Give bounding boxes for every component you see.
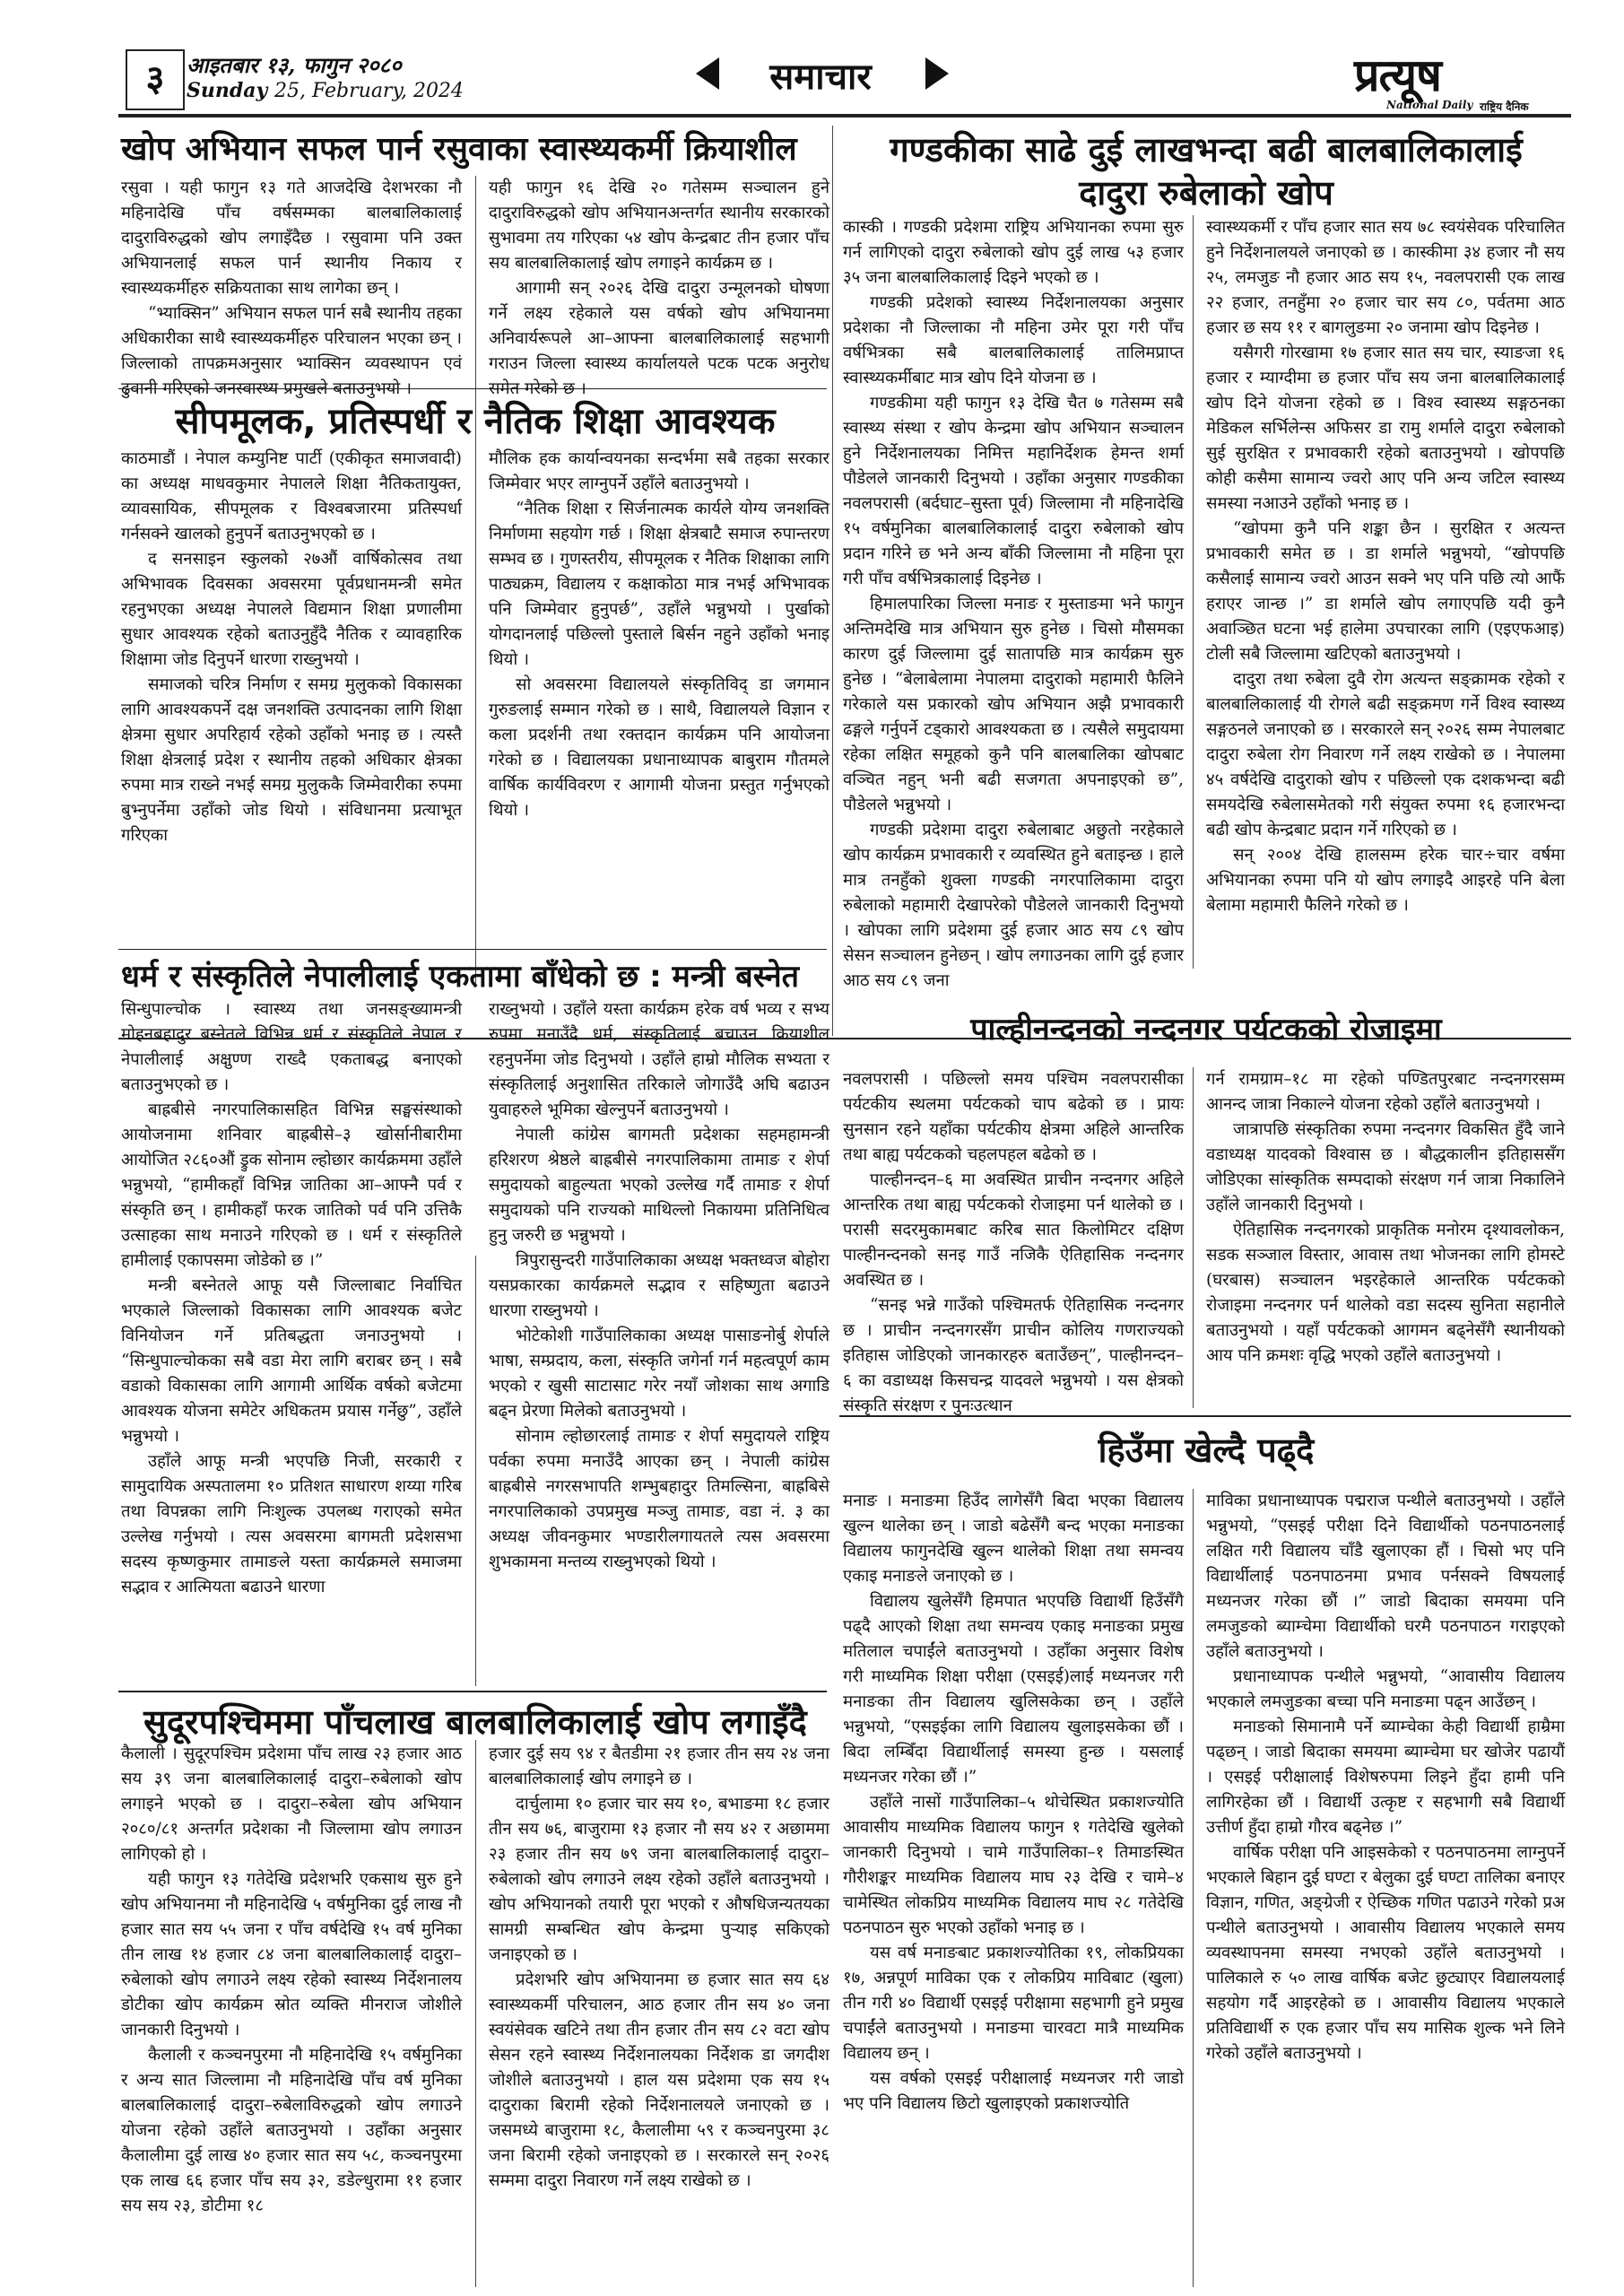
- paragraph: माविका प्रधानाध्यापक पद्मराज पन्थीले बताउनुभयो । उहाँले भन्नुभयो, “एसइई परीक्षा दिने विद्यार्थीको पठनपाठनलाई लक्षित गरी विद्यालय चाँडै खुलाएका हौं । चिसो भए पनि विद्यार्थीलाई पठनपाठनमा प्रभाव पर्नसक्ने विषयलाई मध्यनजर गरेका छौं ।” जाडो बिदाका समयमा पनि लमजुङको ब्याम्चेमा विद्यार्थीको घरमै पठनपाठन गराइएको उहाँले बताउनुभयो ।: [1206, 1492, 1565, 1661]
- divider: [475, 384, 476, 985]
- paragraph: पाल्हीनन्दन–६ मा अवस्थित प्राचीन नन्दनगर अहिले आन्तरिक तथा बाह्य पर्यटकको रोजाइमा पर्न थालेको छ । परासी सदरमुकामबाट करिब सात किलोमिटर दक्षिण पाल्हीनन्दनको सनइ गाउँ नजिकै ऐतिहासिक नन्दनगर अवस्थित छ ।: [843, 1170, 1184, 1290]
- paragraph: “भ्याक्सिन” अभियान सफल पार्न सबै स्थानीय तहका अधिकारीका साथै स्वास्थ्यकर्मीहरु परिचालन भएका छन् । जिल्लाको तापक्रमअनुसार भ्याक्सिन व्यवस्थापन एवं ढुवानी गरिएको जनस्वास्थ्य प्रमुखले बताउनुभयो ।: [121, 304, 462, 398]
- article-gandaki-col1: [843, 215, 1184, 990]
- paragraph: नवलपरासी । पछिल्लो समय पश्चिम नवलपरासीका पर्यटकीय स्थलमा पर्यटकको चाप बढेको छ । प्रायः सुनसान रहने यहाँका पर्यटकीय क्षेत्रमा अहिले आन्तरिक तथा बाह्य पर्यटकको चहलपहल बढेको छ ।: [843, 1070, 1184, 1164]
- paragraph: रसुवा । यही फागुन १३ गते आजदेखि देशभरका नौ महिनादेखि पाँच वर्षसम्मका बालबालिकालाई दादुराविरुद्धको खोप लगाइँदैछ । रसुवामा पनि उक्त अभियानलाई सफल पार्न स्थानीय निकाय र स्वास्थ्यकर्मीहरु सक्रियताका साथ लागेका छन् ।: [121, 178, 462, 298]
- paragraph: गण्डकीमा यही फागुन १३ देखि चैत ७ गतेसम्म सबै स्वास्थ्य संस्था र खोप केन्द्रमा खोप अभियान सञ्चालन हुने निर्देशनालयका निमित्त महानिर्देशक हेमन्त शर्मा पौडेलले जानकारी दिनुभयो । उहाँका अनुसार गण्डकीका नवलपरासी (बर्दघाट–सुस्ता पूर्व) जिल्लामा नौ महिनादेखि १५ वर्षमुनिका बालबालिकालाई दादुरा रुबेलाको खोप प्रदान गरिने छ भने अन्य बाँकी जिल्लामा नौ महिना पूरा गरी पाँच वर्षभित्रकालाई दिइनेछ ।: [843, 394, 1184, 588]
- logo-subtitle-np: राष्ट्रिय दैनिक: [1480, 100, 1529, 113]
- paragraph: विद्यालय खुलेसँगै हिमपात भएपछि विद्यार्थी हिउँसँगै पढ्दै आएको शिक्षा तथा समन्वय एकाइ मनाङका प्रमुख मतिलाल चपाईंले बताउनुभयो । उहाँका अनुसार विशेष गरी माध्यमिक शिक्षा परीक्षा (एसइई)लाई मध्यनजर गरी मनाङका तीन विद्यालय खुलिसकेका छन् । उहाँले भन्नुभयो, “एसइईका लागि विद्यालय खुलाइसकेका छौं । बिदा लम्बिँदा विद्यार्थीलाई समस्या हुन्छ । यसलाई मध्यनजर गरेका छौं ।”: [843, 1592, 1184, 1787]
- newspaper-logo: [1345, 43, 1560, 113]
- paragraph: गण्डकी प्रदेशमा दादुरा रुबेलाबाट अछुतो नरहेकाले खोप कार्यक्रम प्रभावकारी र व्यवस्थित हुने बताइन्छ । हाले मात्र तनहुँको शुक्ला गण्डकी नगरपालिकामा दादुरा रुबेलाको महामारी देखापरेको पौडेलले जानकारी दिनुभयो । खोपका लागि प्रदेशमा दुई हजार आठ सय ८९ खोप सेसन सञ्चालन हुनेछन् । खोप लगाउनका लागि दुई हजार आठ सय ८९ जना: [843, 821, 1184, 990]
- paragraph: यही फागुन १६ देखि २० गतेसम्म सञ्चालन हुने दादुराविरुद्धको खोप अभियानअन्तर्गत स्थानीय सरकारको सुभावमा तय गरिएका ५४ खोप केन्द्रबाट तीन हजार पाँच सय बालबालिकालाई खोप लगाइने कार्यक्रम छ ।: [489, 178, 829, 273]
- paragraph: आगामी सन् २०२६ देखि दादुरा उन्मूलनको घोषणा गर्ने लक्ष्य रहेकाले यस वर्षको खोप अभियानमा अनिवार्यरूपले आ–आफ्ना बालबालिकालाई सहभागी गराउन जिल्ला स्वास्थ्य कार्यालयले पटक पटक अनुरोध समेत गरेको छ ।: [489, 279, 829, 398]
- logo-text: प्रत्यूष: [1354, 49, 1441, 101]
- paragraph: प्रदेशभरि खोप अभियानमा छ हजार सात सय ६४ स्वास्थ्यकर्मी परिचालन, आठ हजार तीन सय ४० जना स्वयंसेवक खटिने तथा तीन हजार तीन सय ८२ वटा खोप सेसन रहने स्वास्थ्य निर्देशनालयका निर्देशक डा जगदीश जोशीले बताउनुभयो । हाल यस प्रदेशमा एक सय १५ दादुराका बिरामी रहेको निर्देशनालयले जनाएको छ । जसमध्ये बाजुरामा १८, कैलालीमा ५९ र कञ्चनपुरमा ३८ जना बिरामी रहेको जनाइएको छ । सरकारले सन् २०२६ सम्ममा दादुरा निवारण गर्ने लक्ष्य राखेको छ ।: [489, 1970, 829, 2190]
- masthead-rule: [118, 114, 1571, 117]
- paragraph: कैलाली । सुदूरपश्चिम प्रदेशमा पाँच लाख २३ हजार आठ सय ३९ जना बालबालिकालाई दादुरा–रुबेलाको खोप लगाइने भएको छ । दादुरा–रुबेला खोप अभियान २०८०/८१ अन्तर्गत प्रदेशका नौ जिल्लामा खोप लगाउन लागिएको हो ।: [121, 1744, 462, 1864]
- headline-manang: हिउँमा खेल्दै पढ्दै: [1098, 1431, 1315, 1470]
- divider: [1193, 215, 1194, 969]
- headline-nandanagar: पाल्हीनन्दनको नन्दनगर पर्यटकको रोजाइमा: [970, 1012, 1442, 1048]
- paragraph: द सनसाइन स्कुलको २७औं वार्षिकोत्सव तथा अभिभावक दिवसका अवसरमा पूर्वप्रधानमन्त्री समेत रहनुभएका अध्यक्ष नेपालले विद्यमान शिक्षा प्रणालीमा सुधार आवश्यक रहेको बताउनुहुँदै नैतिक र व्यावहारिक शिक्षामा जोड दिनुपर्ने धारणा राख्नुभयो ।: [121, 550, 462, 669]
- section-title: समाचार: [769, 56, 872, 98]
- date-english-rest: 25, February, 2024: [274, 80, 464, 102]
- article-sudurpashchim-col1: [121, 1742, 462, 2289]
- article-rasuwa-col2: [489, 176, 829, 398]
- paragraph: “खोपमा कुनै पनि शङ्का छैन । सुरक्षित र अत्यन्त प्रभावकारी समेत छ । डा शर्माले भन्नुभयो, “खोपपछि कसैलाई सामान्य ज्वरो आउन सक्ने भए पनि पछि त्यो आफैं हराएर जान्छ ।” डा शर्माले खोप लगाएपछि यदी कुनै अवाञ्छित घटना भई हालेमा उपचारका लागि (एइएफआइ) टोली सबै जिल्लामा खटिएको बताउनुभयो ।: [1206, 519, 1565, 664]
- paragraph: मनाङ । मनाङमा हिउँद लागेसँगै बिदा भएका विद्यालय खुल्न थालेका छन् । जाडो बढेसँगै बन्द भएका मनाङका विद्यालय फागुनदेखि खुल्न थालेको शिक्षा तथा समन्वय एकाइ मनाङले जनाएको छ ।: [843, 1492, 1184, 1586]
- article-manang-col2: [1206, 1489, 1565, 2287]
- paragraph: यस वर्षको एसइई परीक्षालाई मध्यनजर गरी जाडो भए पनि विद्यालय छिटो खुलाइएको प्रकाशज्योति: [843, 2069, 1184, 2113]
- paragraph: त्रिपुरासुन्दरी गाउँपालिकाका अध्यक्ष भक्तध्वज बोहोरा यसप्रकारका कार्यक्रमले सद्भाव र सहिष्णुता बढाउने धारणा राख्नुभयो ।: [489, 1251, 829, 1320]
- article-nandanagar-col1: [843, 1067, 1184, 1413]
- paragraph: सिन्धुपाल्चोक । स्वास्थ्य तथा जनसङ्ख्यामन्त्री मोहनबहादुर बस्नेतले विभिन्न धर्म र संस्कृतिले नेपाल र नेपालीलाई अक्षुण्ण राख्दै एकताबद्ध बनाएको बताउनुभएको छ ।: [121, 1000, 462, 1094]
- article-sudurpashchim-col2: [489, 1742, 829, 2289]
- paragraph: समाजको चरित्र निर्माण र समग्र मुलुकको विकासका लागि आवश्यकपर्ने दक्ष जनशक्ति उत्पादनका लागि शिक्षा क्षेत्रमा सुधार अपरिहार्य रहेको उहाँको भनाइ छ । त्यस्तै शिक्षा क्षेत्रलाई प्रदेश र स्थानीय तहको अधिकार क्षेत्रका रुपमा मात्र राख्ने नभई समग्र मुलुककै जिम्मेवारीका रुपमा बुभ्नुपर्नेमा उहाँको जोड थियो । संविधानमा प्रत्याभूत गरिएका: [121, 675, 462, 845]
- paragraph: प्रधानाध्यापक पन्थीले भन्नुभयो, “आवासीय विद्यालय भएकाले लमजुङका बच्चा पनि मनाङमा पढ्न आउँछन् ।: [1206, 1667, 1565, 1711]
- paragraph: “सनइ भन्ने गाउँको पश्चिमतर्फ ऐतिहासिक नन्दनगर छ । प्राचीन नन्दनगरसँग प्राचीन कोलिय गणराज्यको इतिहास जोडिएको जानकारहरु बताउँछन्”, पाल्हीनन्दन–६ का वडाध्यक्ष किसचन्द्र यादवले भन्नुभयो । यस क्षेत्रको संस्कृति संरक्षण र पुनःउत्थान: [843, 1296, 1184, 1415]
- paragraph: दादुरा तथा रुबेला दुवै रोग अत्यन्त सङ्क्रामक रहेको र बालबालिकालाई यी रोगले बढी सङ्क्रमण गर्ने विश्व स्वास्थ्य सङ्गठनले जनाएको छ । सरकारले सन् २०२६ सम्म नेपालबाट दादुरा रुबेला रोग निवारण गर्ने लक्ष्य राखेको छ । नेपालमा ४५ वर्षदेखि दादुराको खोप र पछिल्लो एक दशकभन्दा बढी समयदेखि रुबेलासमेतको गरी संयुक्त रुपमा १६ हजारभन्दा बढी खोप केन्द्रबाट प्रदान गर्ने गरिएको छ ।: [1206, 670, 1565, 839]
- logo-subtitle-en: National Daily: [1386, 99, 1473, 111]
- article-education-col2: [489, 447, 829, 949]
- divider: [475, 176, 476, 387]
- paragraph: गण्डकी प्रदेशको स्वास्थ्य निर्देशनालयका अनुसार प्रदेशका नौ जिल्लाका नौ महिना उमेर पूरा गरी पाँच वर्षभित्रका सबै बालबालिकालाई तालिमप्राप्त स्वास्थ्यकर्मीबाट मात्र खोप दिने योजना छ ।: [843, 293, 1184, 387]
- divider: [475, 1740, 476, 2287]
- divider: [1193, 1489, 1194, 2287]
- headline-gandaki-line2: दादुरा रुबेलाको खोप: [1079, 173, 1333, 213]
- headline-sudurpashchim: सुदूरपश्चिममा पाँचलाख बालबालिकालाई खोप लगाइँदै: [143, 1702, 807, 1742]
- headline-basnet: धर्म र संस्कृतिले नेपालीलाई एकतामा बाँधेको छ : मन्त्री बस्नेत: [121, 959, 799, 995]
- article-basnet-col1: [121, 997, 462, 1688]
- date-english: [187, 79, 464, 102]
- paragraph: मनाङको सिमानामै पर्ने ब्याम्चेका केही विद्यार्थी हाम्रैमा पढ्छन् । जाडो बिदाका समयमा ब्याम्चेमा घर खोजेर पढायौं । एसइई परीक्षालाई विशेषरुपमा लिइने हुँदा हामी पनि लागिरहेका छौं । विद्यार्थी उत्कृष्ट र सहभागी सबै विद्यार्थी उत्तीर्ण हुँदा हाम्रो गौरव बढ्नेछ ।”: [1206, 1718, 1565, 1837]
- paragraph: यही फागुन १३ गतेदेखि प्रदेशभरि एकसाथ सुरु हुने खोप अभियानमा नौ महिनादेखि ५ वर्षमुनिका दुई लाख नौ हजार सात सय ५५ जना र पाँच वर्षदेखि १५ वर्ष मुनिका तीन लाख १४ हजार ८४ जना बालबालिकालाई दादुरा–रुबेलाको खोप लगाउने लक्ष्य रहेको स्वास्थ्य निर्देशनालय डोटीका खोप कार्यक्रम स्रोत व्यक्ति मीनराज जोशीले जानकारी दिनुभयो ।: [121, 1870, 462, 2039]
- page-number: ३: [126, 49, 185, 110]
- paragraph: सन् २००४ देखि हालसम्म हरेक चार÷चार वर्षमा अभियानका रुपमा पनि यो खोप लगाइदै आइरहे पनि बेला बेलामा महामारी फैलिने गरेको छ ।: [1206, 846, 1565, 915]
- divider: [475, 1256, 476, 1686]
- article-rasuwa-col1: [121, 176, 462, 398]
- paragraph: बाह्रबीसे नगरपालिकासहित विभिन्न सङ्घसंस्थाको आयोजनामा शनिवार बाह्रबीसे–३ खोर्सानीबारीमा आयोजित २८६०औं ड्रुक सोनाम ल्होछार कार्यक्रममा उहाँले भन्नुभयो, “हामीकहाँ विभिन्न जातिका आ–आफ्नै पर्व र संस्कृति छन् । हामीकहाँ फरक जातिको पर्व पनि उत्तिकै उत्साहका साथ मनाउने गरिएको छ । धर्म र संस्कृतिले हामीलाई एकापसमा जोडेको छ ।”: [121, 1100, 462, 1270]
- paragraph: हिमालपारिका जिल्ला मनाङ र मुस्ताङमा भने फागुन अन्तिमदेखि मात्र अभियान सुरु हुनेछ । चिसो मौसमका कारण दुई जिल्लामा दुई सातापछि मात्र कार्यक्रम सुरु हुनेछ । “बेलाबेलामा नेपालमा दादुराको महामारी फैलिने गरेकाले यस प्रकारको खोप अभियान अझै प्रभावकारी ढङ्गले गर्नुपर्ने टड्कारो आवश्यकता छ । त्यसैले समुदायमा रहेका लक्षित समूहको कुनै पनि बालबालिका खोपबाट वञ्चित नहुन् भनी बढी सजगता अपनाइएको छ”, पौडेलले भन्नुभयो ।: [843, 595, 1184, 814]
- paragraph: नेपाली कांग्रेस बागमती प्रदेशका सहमहामन्त्री हरिशरण श्रेष्ठले बाह्रबीसे नगरपालिकामा तामाङ र शेर्पा समुदायको बाहुल्यता भएको उल्लेख गर्दै तामाङ र शेर्पा समुदायको पनि राज्यको माथिल्लो निकायमा प्रतिनिधित्व हुनु जरुरी छ भन्नुभयो ।: [489, 1126, 829, 1245]
- divider: [118, 1691, 827, 1692]
- article-gandaki-col2: [1206, 215, 1565, 969]
- paragraph: कैलाली र कञ्चनपुरमा नौ महिनादेखि १५ वर्षमुनिका र अन्य सात जिल्लामा नौ महिनादेखि पाँच वर्ष मुनिका बालबालिकालाई दादुरा–रुबेलाविरुद्धको खोप लगाउने योजना रहेको उहाँले बताउनुभयो । उहाँका अनुसार कैलालीमा दुई लाख ४० हजार सात सय ५८, कञ्चनपुरमा एक लाख ६६ हजार पाँच सय ३२, डडेल्धुरामा ११ हजार सय सय २३, डोटीमा १८: [121, 2046, 462, 2215]
- headline-gandaki-line1: गण्डकीका साढे दुई लाखभन्दा बढी बालबालिकालाई: [890, 130, 1523, 170]
- article-basnet-col2: [489, 997, 829, 1688]
- paragraph: उहाँले आफू मन्त्री भएपछि निजी, सरकारी र सामुदायिक अस्पतालमा १० प्रतिशत साधारण शय्या गरिब तथा विपन्नका लागि निःशुल्क उपलब्ध गराएको समेत उल्लेख गर्नुभयो । त्यस अवसरमा बागमती प्रदेशसभा सदस्य कृष्णकुमार तामाङले यस्ता कार्यक्रमले समाजमा सद्भाव र आत्मियता बढाउने धारणा: [121, 1452, 462, 1596]
- divider: [1193, 1067, 1194, 1408]
- paragraph: सोनाम ल्होछारलाई तामाङ र शेर्पा समुदायले राष्ट्रिय पर्वका रुपमा मनाउँदै आएका छन् । नेपाली कांग्रेस बाह्रबीसे नगरसभापति शम्भुबहादुर तिमल्सिना, बाह्रबिसे नगरपालिकाको उपप्रमुख मञ्जु तामाङ, वडा नं. ३ का अध्यक्ष जीवनकुमार भण्डारीलगायतले त्यस अवसरमा शुभकामना मन्तव्य राख्नुभएको थियो ।: [489, 1427, 829, 1571]
- headline-rasuwa: खोप अभियान सफल पार्न रसुवाका स्वास्थ्यकर्मी क्रियाशील: [121, 131, 797, 168]
- date-nepali: आइतबार १३, फागुन २०८०: [187, 52, 402, 78]
- headline-education: सीपमूलक, प्रतिस्पर्धी र नैतिक शिक्षा आवश्यक: [175, 401, 776, 442]
- paragraph: मौलिक हक कार्यान्वयनका सन्दर्भमा सबै तहका सरकार जिम्मेवार भएर लाग्नुपर्ने उहाँले बताउनुभयो ।: [489, 449, 829, 493]
- paragraph: भोटेकोशी गाउँपालिकाका अध्यक्ष पासाङनोर्बु शेर्पाले भाषा, सम्प्रदाय, कला, संस्कृति जगेर्ना गर्न महत्वपूर्ण काम भएको र खुसी साटासाट गरेर नयाँ जोशका साथ अगाडि बढ्न प्रेरणा मिलेको बताउनुभयो ।: [489, 1326, 829, 1421]
- article-manang-col1: [843, 1489, 1184, 2287]
- paragraph: स्वास्थ्यकर्मी र पाँच हजार सात सय ७८ स्वयंसेवक परिचालित हुने निर्देशनालयले जनाएको छ । कास्कीमा ३४ हजार नौ सय २५, लमजुङ नौ हजार आठ सय १५, नवलपरासी एक लाख २२ हजार, तनहुँमा २० हजार चार सय ८०, पर्वतमा आठ हजार छ सय ११ र बागलुङमा २० जनामा खोप दिइनेछ ।: [1206, 218, 1565, 337]
- divider: [832, 126, 833, 1036]
- paragraph: वार्षिक परीक्षा पनि आइसकेको र पठनपाठनमा लाग्नुपर्ने भएकाले बिहान दुई घण्टा र बेलुका दुई घण्टा तालिका बनाएर विज्ञान, गणित, अङ्ग्रेजी र ऐच्छिक गणित पढाउने गरेको प्रअ पन्थीले बताउनुभयो । आवासीय विद्यालय भएकाले समय व्यवस्थापनमा समस्या नभएको उहाँले बताउनुभयो । पालिकाले रु ५० लाख वार्षिक बजेट छुट्याएर विद्यालयलाई सहयोग गर्दै आइरहेको छ । आवासीय विद्यालय भएकाले प्रतिविद्यार्थी रु एक हजार पाँच सय मासिक शुल्क भने लिने गरेको उहाँले बताउनुभयो ।: [1206, 1843, 1565, 2063]
- paragraph: मन्त्री बस्नेतले आफू यसै जिल्लाबाट निर्वाचित भएकाले जिल्लाको विकासका लागि आवश्यक बजेट विनियोजन गर्ने प्रतिबद्धता जनाउनुभयो । “सिन्धुपाल्चोकका सबै वडा मेरा लागि बराबर छन् । सबै वडाको विकासका लागि आगामी आर्थिक वर्षको बजेटमा आवश्यक योजना समेटेर अधिकतम प्रयास गर्नेछु”, उहाँले भन्नुभयो ।: [121, 1276, 462, 1446]
- paragraph: यस वर्ष मनाङबाट प्रकाशज्योतिका १९, लोकप्रियका १७, अन्नपूर्ण माविका एक र लोकप्रिय माविबाट (खुला) तीन गरी ४० विद्यार्थी एसइई परीक्षामा सहभागी हुने प्रमुख चपाईंले बताउनुभयो । मनाङमा चारवटा मात्रै माध्यमिक विद्यालय छन् ।: [843, 1944, 1184, 2063]
- paragraph: यसैगरी गोरखामा १७ हजार सात सय चार, स्याङजा १६ हजार र म्याग्दीमा छ हजार पाँच सय जना बालबालिकालाई खोप दिने योजना रहेको छ । विश्व स्वास्थ्य सङ्गठनका मेडिकल सर्भिलेन्स अफिसर डा रामु शर्माले दादुरा रुबेलाको सुई सुरक्षित र प्रभावकारी रहेको बताउनुभयो । खोपपछि कोही कसैमा सामान्य ज्वरो आए पनि अन्य जटिल स्वास्थ्य समस्या नआउने उहाँको भनाइ छ ।: [1206, 344, 1565, 513]
- paragraph: काठमाडौं । नेपाल कम्युनिष्ट पार्टी (एकीकृत समाजवादी) का अध्यक्ष माधवकुमार नेपालले शिक्षा नैतिकतायुक्त, व्यावसायिक, सीपमूलक र विश्वबजारमा प्रतिस्पर्धा गर्नसक्ने खालको हुनुपर्ने बताउनुभएको छ ।: [121, 449, 462, 544]
- paragraph: हजार दुई सय ९४ र बैतडीमा २१ हजार तीन सय २४ जना बालबालिकालाई खोप लगाइने छ ।: [489, 1744, 829, 1788]
- paragraph: जात्रापछि संस्कृतिका रुपमा नन्दनगर विकसित हुँदै जाने वडाध्यक्ष यादवको विश्वास छ । बौद्धकालीन इतिहाससँग जोडिएका सांस्कृतिक सम्पदाको संरक्षण गर्न जात्रा निकालिने उहाँले जानकारी दिनुभयो ।: [1206, 1120, 1565, 1214]
- paragraph: “नैतिक शिक्षा र सिर्जनात्मक कार्यले योग्य जनशक्ति निर्माणमा सहयोग गर्छ । शिक्षा क्षेत्रबाटै समाज रुपान्तरण सम्भव छ । गुणस्तरीय, सीपमूलक र नैतिक शिक्षाका लागि पाठ्यक्रम, विद्यालय र कक्षाकोठा मात्र नभई अभिभावक पनि जिम्मेवार हुनुपर्छ”, उहाँले भन्नुभयो । पुर्खाको योगदानलाई पछिल्लो पुस्ताले बिर्सन नहुने उहाँको भनाइ थियो ।: [489, 500, 829, 669]
- paragraph: सो अवसरमा विद्यालयले संस्कृतिविद् डा जगमान गुरुङलाई सम्मान गरेको छ । साथै, विद्यालयले विज्ञान र कला प्रदर्शनी तथा रक्तदान कार्यक्रम पनि आयोजना गरेको छ । विद्यालयका प्रधानाध्यापक बाबुराम गौतमले वार्षिक कार्यविवरण र आगामी योजना प्रस्तुत गर्नुभएको थियो ।: [489, 675, 829, 820]
- arrow-left-icon: [696, 57, 719, 90]
- paragraph: कास्की । गण्डकी प्रदेशमा राष्ट्रिय अभियानका रुपमा सुरु गर्न लागिएको दादुरा रुबेलाको खोप दुई लाख ५३ हजार ३५ जना बालबालिकालाई दिइने भएको छ ।: [843, 218, 1184, 287]
- paragraph: ऐतिहासिक नन्दनगरको प्राकृतिक मनोरम दृश्यावलोकन, सडक सञ्जाल विस्तार, आवास तथा भोजनका लागि होमस्टे (घरबास) सञ्चालन भइरहेकाले आन्तरिक पर्यटकको रोजाइमा नन्दनगर पर्न थालेको वडा सदस्य सुनिता सहानीले बताउनुभयो । यहाँ पर्यटकको आगमन बढ्नेसँगै स्थानीयको आय पनि क्रमशः वृद्धि भएको उहाँले बताउनुभयो ।: [1206, 1221, 1565, 1365]
- paragraph: उहाँले नासों गाउँपालिका–५ थोचेस्थित प्रकाशज्योति आवासीय माध्यमिक विद्यालय फागुन १ गतेदेखि खुलेको जानकारी दिनुभयो । चामे गाउँपालिका–१ तिमाङस्थित गौरीशङ्कर माध्यमिक विद्यालय माघ २३ देखि र चामे–४ चामेस्थित लोकप्रिय माध्यमिक विद्यालय माघ २८ गतेदेखि पठनपाठन सुरु भएको उहाँको भनाइ छ ।: [843, 1793, 1184, 1937]
- divider: [118, 949, 827, 950]
- paragraph: राख्नुभयो । उहाँले यस्ता कार्यक्रम हरेक वर्ष भव्य र सभ्य रुपमा मनाउँदै धर्म, संस्कृतिलाई बचाउन क्रियाशील रहनुपर्नेमा जोड दिनुभयो । उहाँले हाम्रो मौलिक सभ्यता र संस्कृतिलाई अनुशासित तरिकाले जोगाउँदै अघि बढाउन युवाहरुले भूमिका खेल्नुपर्ने बताउनुभयो ।: [489, 1000, 829, 1119]
- paragraph: गर्न रामग्राम–१८ मा रहेको पण्डितपुरबाट नन्दनगरसम्म आनन्द जात्रा निकाल्ने योजना रहेको उहाँले बताउनुभयो ।: [1206, 1070, 1565, 1114]
- article-nandanagar-col2: [1206, 1067, 1565, 1413]
- date-english-day: Sunday: [187, 79, 268, 102]
- article-education-col1: [121, 447, 462, 949]
- arrow-right-icon: [925, 57, 949, 90]
- paragraph: दार्चुलामा १० हजार चार सय १०, बभाङमा १८ हजार तीन सय ७६, बाजुरामा १३ हजार नौ सय ४२ र अछाममा २३ हजार तीन सय ७९ जना बालबालिकालाई दादुरा–रुबेलाको खोप लगाउने लक्ष्य रहेको उहाँले बताउनुभयो । खोप अभियानको तयारी पूरा भएको र औषधिजन्यतयका सामग्री सम्बन्धित खोप केन्द्रमा पुऱ्याइ सकिएको जनाइएको छ ।: [489, 1795, 829, 1964]
